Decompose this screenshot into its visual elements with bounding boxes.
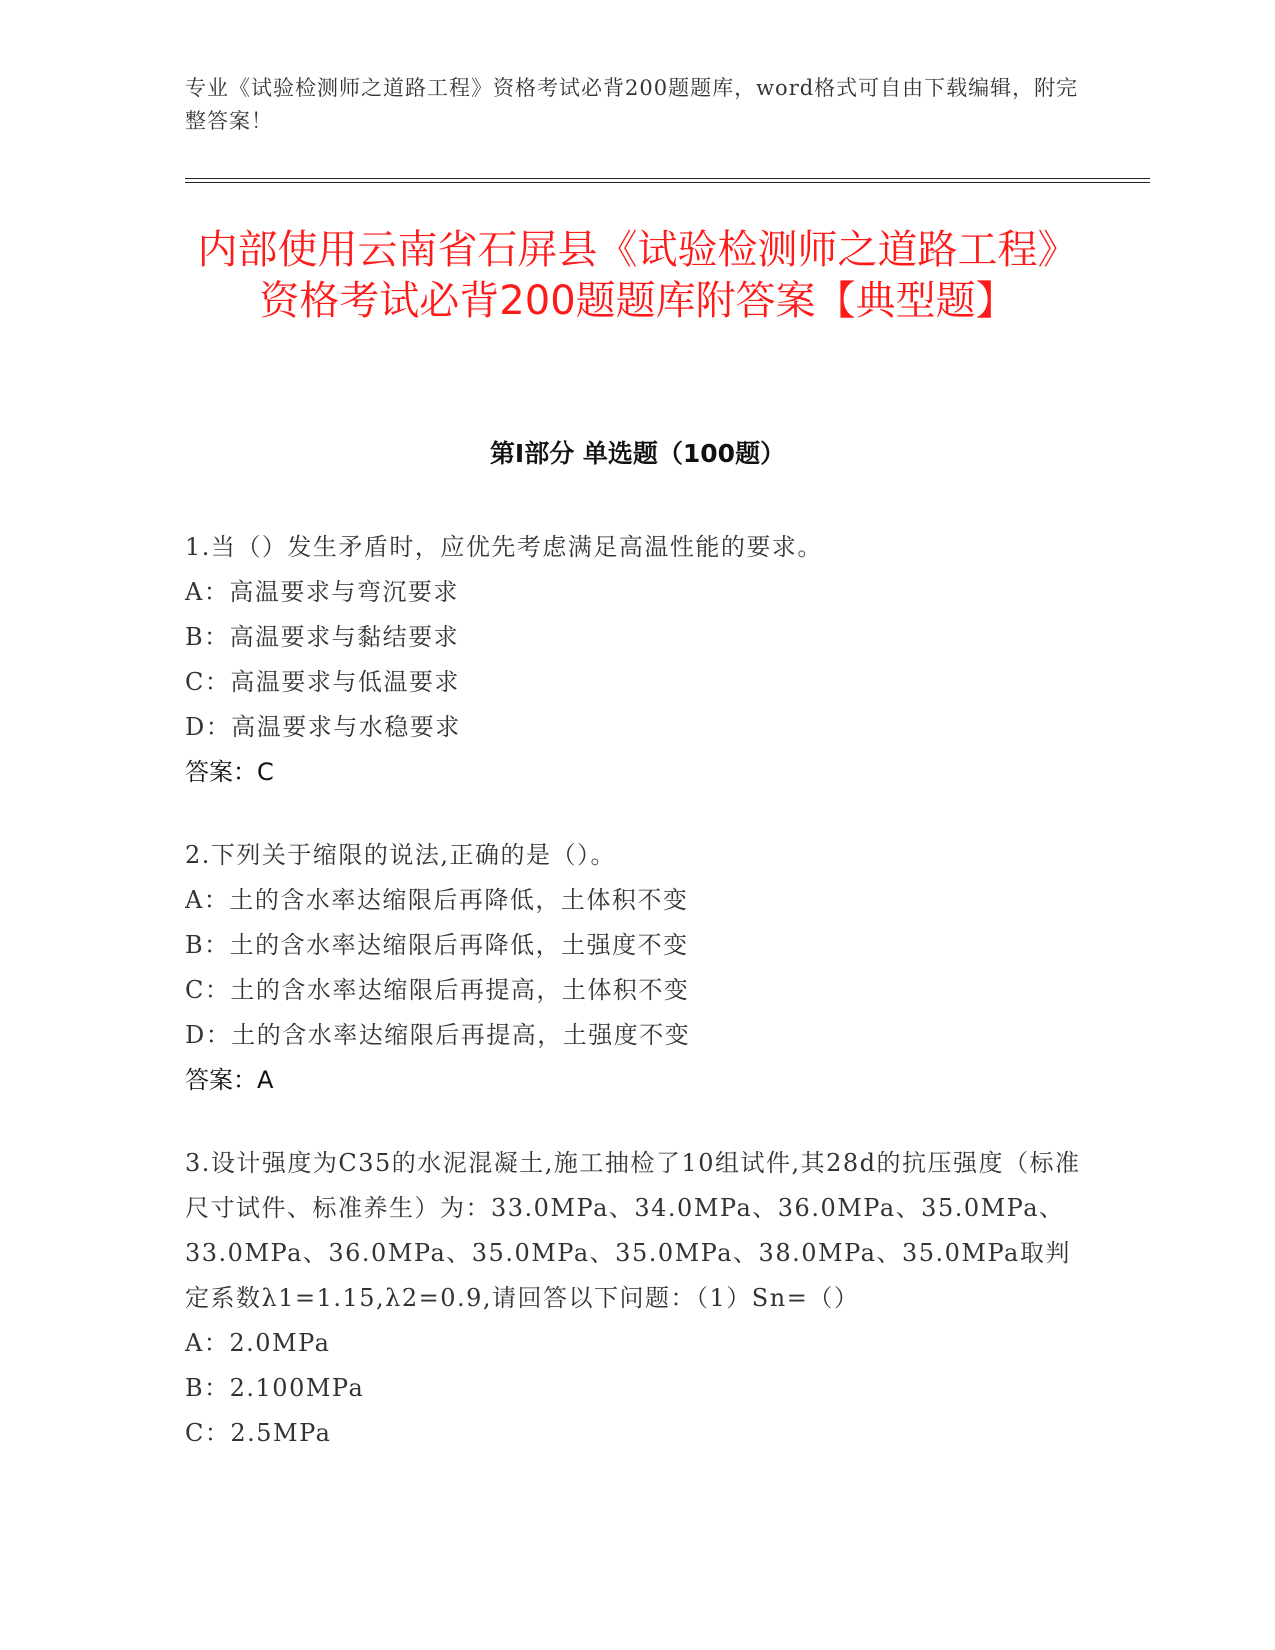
answer: 答案：C [185,758,274,786]
section-title: 第I部分 单选题（100题） [489,439,786,468]
option-a: A：高温要求与弯沉要求 [185,578,459,606]
answer: 答案：A [185,1066,274,1094]
header-divider [185,178,1150,183]
question-stem: 3.设计强度为C35的水泥混凝土,施工抽检了10组试件,其28d的抗压强度（标准尺寸试件、标准养生）为：33.0MPa、34.0MPa、36.0MPa、35.0MPa、33.0MPa、36.0MPa、35.0MPa、35.0MPa、38.0MPa、35.0MPa取判定系数λ1=1.15,λ2=0.9,请回答以下问题：（1）Sn=（） [185,1149,1081,1312]
option-b: B：2.100MPa [185,1374,365,1402]
question-stem: 2.下列关于缩限的说法,正确的是（）。 [185,841,617,869]
document-title: 内部使用云南省石屏县《试验检测师之道路工程》资格考试必背200题题库附答案【典型题】 [197,227,1078,324]
option-c: C：土的含水率达缩限后再提高，土体积不变 [185,976,690,1004]
option-d: D：高温要求与水稳要求 [185,713,461,741]
option-d: D：土的含水率达缩限后再提高，土强度不变 [185,1021,691,1049]
option-b: B：土的含水率达缩限后再降低，土强度不变 [185,931,689,959]
option-c: C：2.5MPa [185,1419,332,1447]
option-a: A：土的含水率达缩限后再降低，土体积不变 [185,886,689,914]
question-2 [185,833,1095,1103]
question-3 [185,1141,1095,1456]
option-a: A：2.0MPa [185,1329,331,1357]
option-c: C：高温要求与低温要求 [185,668,460,696]
question-stem: 1.当（）发生矛盾时，应优先考虑满足高温性能的要求。 [185,533,823,561]
header-note: 专业《试验检测师之道路工程》资格考试必背200题题库，word格式可自由下载编辑，附完整答案！ [185,76,1079,133]
question-1 [185,525,1095,795]
question-list [185,525,1095,1494]
option-b: B：高温要求与黏结要求 [185,623,460,651]
